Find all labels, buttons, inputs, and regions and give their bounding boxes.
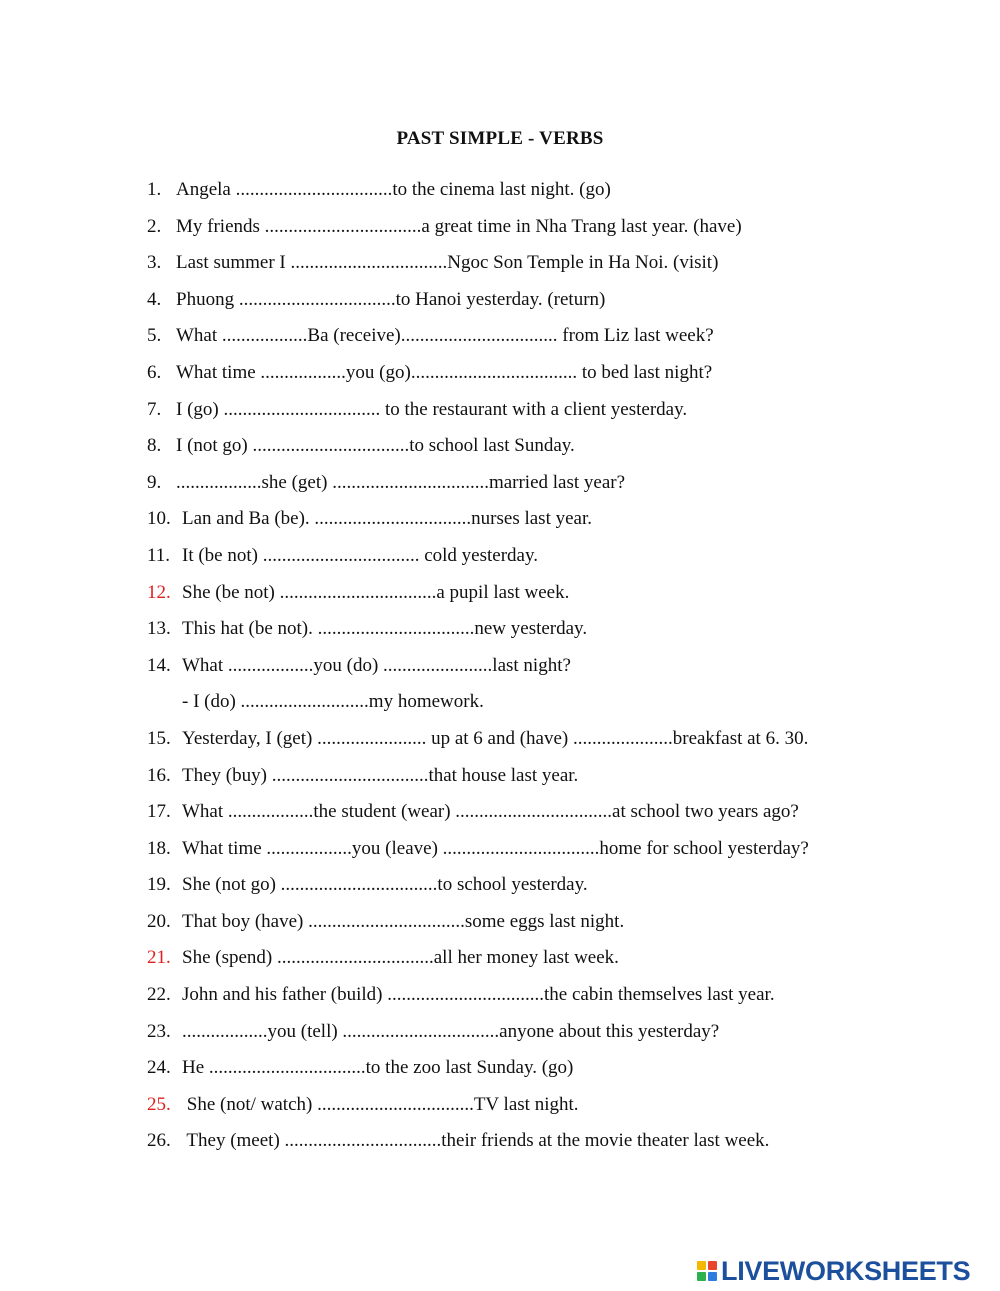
exercise-text: This hat (be not). .................................new yesterday. [182,618,588,640]
exercise-item [147,831,947,868]
exercise-text: What ..................you (do) .......................last night? [182,654,571,676]
exercise-number: 12. [147,581,171,603]
exercise-text: ..................she (get) .................................married last year? [176,471,626,493]
exercise-text: What time ..................you (go)................................... to bed last night? [176,361,713,383]
exercise-text: She (not go) .................................to school yesterday. [182,874,588,896]
exercise-item [147,1123,947,1160]
exercise-text: What ..................Ba (receive)................................. from Liz last week? [176,325,714,347]
exercise-number: 13. [147,618,171,640]
liveworksheets-logo [697,1256,970,1286]
exercise-item [147,245,947,282]
exercise-text: They (buy) .................................that house last year. [182,764,579,786]
exercise-item [147,867,947,904]
exercise-item [147,282,947,319]
exercise-number: 4. [147,288,162,310]
exercise-text: He .................................to the zoo last Sunday. (go) [182,1057,574,1079]
exercise-text: Yesterday, I (get) ....................... up at 6 and (have) .....................breakfast at 6. 30. [182,727,809,749]
exercise-number: 18. [147,837,171,859]
exercise-number: 10. [147,508,171,530]
exercise-text: My friends .................................a great time in Nha Trang last year. (have) [176,215,742,237]
exercise-item [147,940,947,977]
exercise-number: 7. [147,398,162,420]
exercise-list [147,172,947,1160]
exercise-text: What ..................the student (wear) .................................at school two years ago? [182,801,799,823]
exercise-item [147,794,947,831]
exercise-text: What time ..................you (leave) .................................home for school yesterday? [182,837,809,859]
exercise-text: Angela .................................to the cinema last night. (go) [176,179,611,200]
exercise-item [147,392,947,429]
exercise-text: That boy (have) .................................some eggs last night. [182,910,625,932]
exercise-number: 25. [147,1093,171,1115]
exercise-number: 19. [147,874,171,896]
exercise-number: 9. [147,471,162,493]
exercise-number: 22. [147,984,171,1006]
exercise-item [147,1050,947,1087]
exercise-item [147,1087,947,1124]
exercise-number: 24. [147,1057,171,1079]
exercise-number: 11. [147,544,171,566]
exercise-number: 14. [147,654,171,676]
exercise-text: Last summer I .................................Ngoc Son Temple in Ha Noi. (visit) [176,252,719,274]
exercise-item [147,721,947,758]
exercise-text: I (go) ................................. to the restaurant with a client yesterday. [176,398,688,420]
exercise-number: 2. [147,215,162,237]
exercise-text: She (not/ watch) .................................TV last night. [182,1093,579,1115]
exercise-text: She (spend) .................................all her money last week. [182,947,619,969]
exercise-item [147,538,947,575]
exercise-text: Phuong .................................to Hanoi yesterday. (return) [176,288,606,310]
logo-text: LIVEWORKSHEETS [721,1255,971,1286]
exercise-number: 6. [147,361,162,383]
exercise-number: 23. [147,1020,171,1042]
exercise-text: ..................you (tell) .................................anyone about this yesterday? [182,1020,720,1042]
exercise-number: 5. [147,325,162,347]
exercise-number: 20. [147,910,171,932]
exercise-text: I (not go) .................................to school last Sunday. [176,435,575,457]
exercise-text: John and his father (build) .................................the cabin themselves last year. [182,984,775,1006]
exercise-item [147,575,947,612]
exercise-number: 15. [147,727,171,749]
exercise-item [147,501,947,538]
exercise-item [147,1014,947,1051]
exercise-text: It (be not) ................................. cold yesterday. [182,544,538,566]
exercise-item [147,611,947,648]
exercise-number: 16. [147,764,171,786]
exercise-number: 17. [147,801,171,823]
exercise-number: 8. [147,435,162,457]
exercise-item [147,758,947,795]
exercise-number: 3. [147,252,162,274]
exercise-text: She (be not) .................................a pupil last week. [182,581,570,603]
exercise-text: They (meet) .................................their friends at the movie theater last week. [182,1130,770,1152]
exercise-number: 26. [147,1130,171,1152]
exercise-item [147,172,947,209]
exercise-number: 1. [147,179,162,200]
exercise-item [147,465,947,502]
exercise-item [147,428,947,465]
exercise-text: - I (do) ...........................my homework. [182,691,484,713]
exercise-answer-line [147,684,947,721]
exercise-number: 21. [147,947,171,969]
exercise-item [147,977,947,1014]
exercise-item [147,648,947,685]
page-title: PAST SIMPLE - VERBS [396,128,604,149]
liveworksheets-logo-icon [697,1261,717,1281]
exercise-item [147,318,947,355]
exercise-item [147,209,947,246]
exercise-item [147,355,947,392]
exercise-text: Lan and Ba (be). .................................nurses last year. [182,508,592,530]
exercise-item [147,904,947,941]
